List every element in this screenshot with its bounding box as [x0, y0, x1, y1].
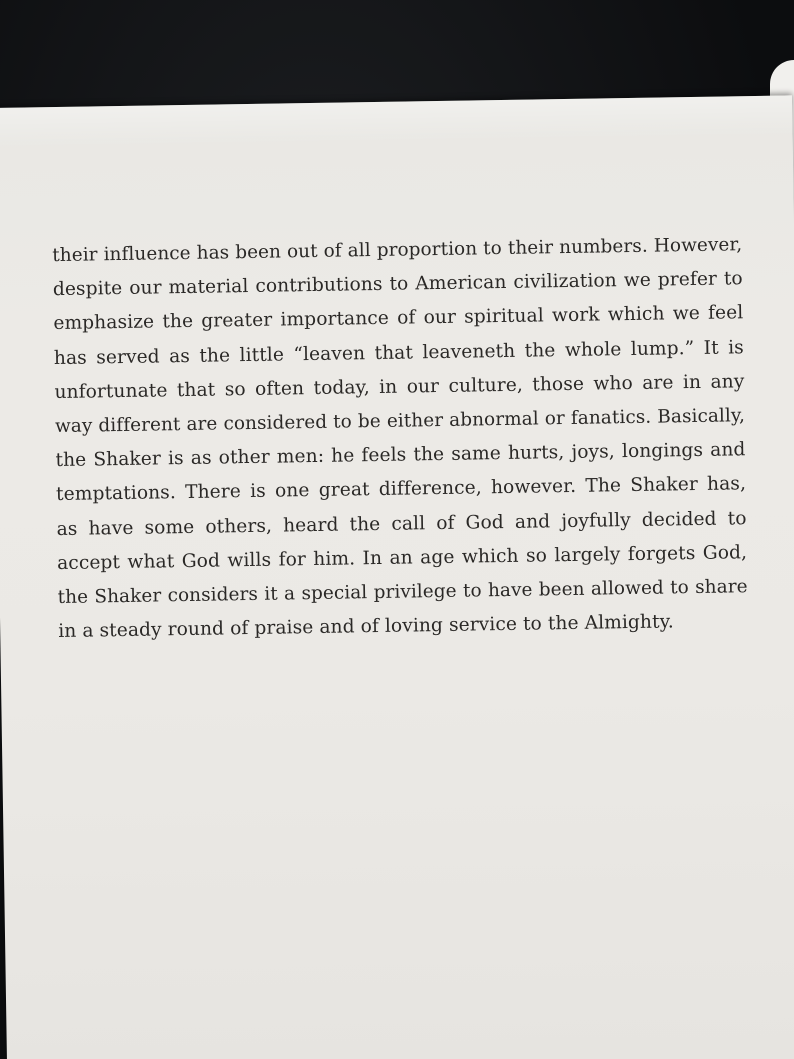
text-line: in a steady round of praise and of loving service to the Almighty. — [58, 611, 674, 643]
text-line: the Shaker considers it a special privilege to have been allowed to share — [57, 576, 748, 609]
text-line: has served as the little “leaven that leaveneth the whole lump.” It is — [53, 336, 745, 369]
book-page — [0, 95, 794, 1059]
text-line: their influence has been out of all proportion to their numbers. However, — [52, 234, 743, 267]
text-line: unfortunate that so often today, in our culture, those who are in any — [54, 371, 745, 403]
text-line: accept what God wills for him. In an age which so largely forgets God, — [56, 542, 748, 574]
text-line: the Shaker is as other men: he feels the same hurts, joys, longings and — [55, 439, 746, 472]
body-paragraph — [52, 228, 748, 649]
text-line: emphasize the greater importance of our spiritual work which we feel — [53, 302, 744, 335]
text-line: despite our material contributions to American civilization we prefer to — [52, 268, 743, 301]
text-line: as have some others, heard the call of God and joyfully decided to — [56, 507, 747, 540]
text-line: way different are considered to be either abnormal or fanatics. Basically, — [54, 405, 746, 438]
text-line: temptations. There is one great difference, however. The Shaker has, — [55, 473, 747, 506]
